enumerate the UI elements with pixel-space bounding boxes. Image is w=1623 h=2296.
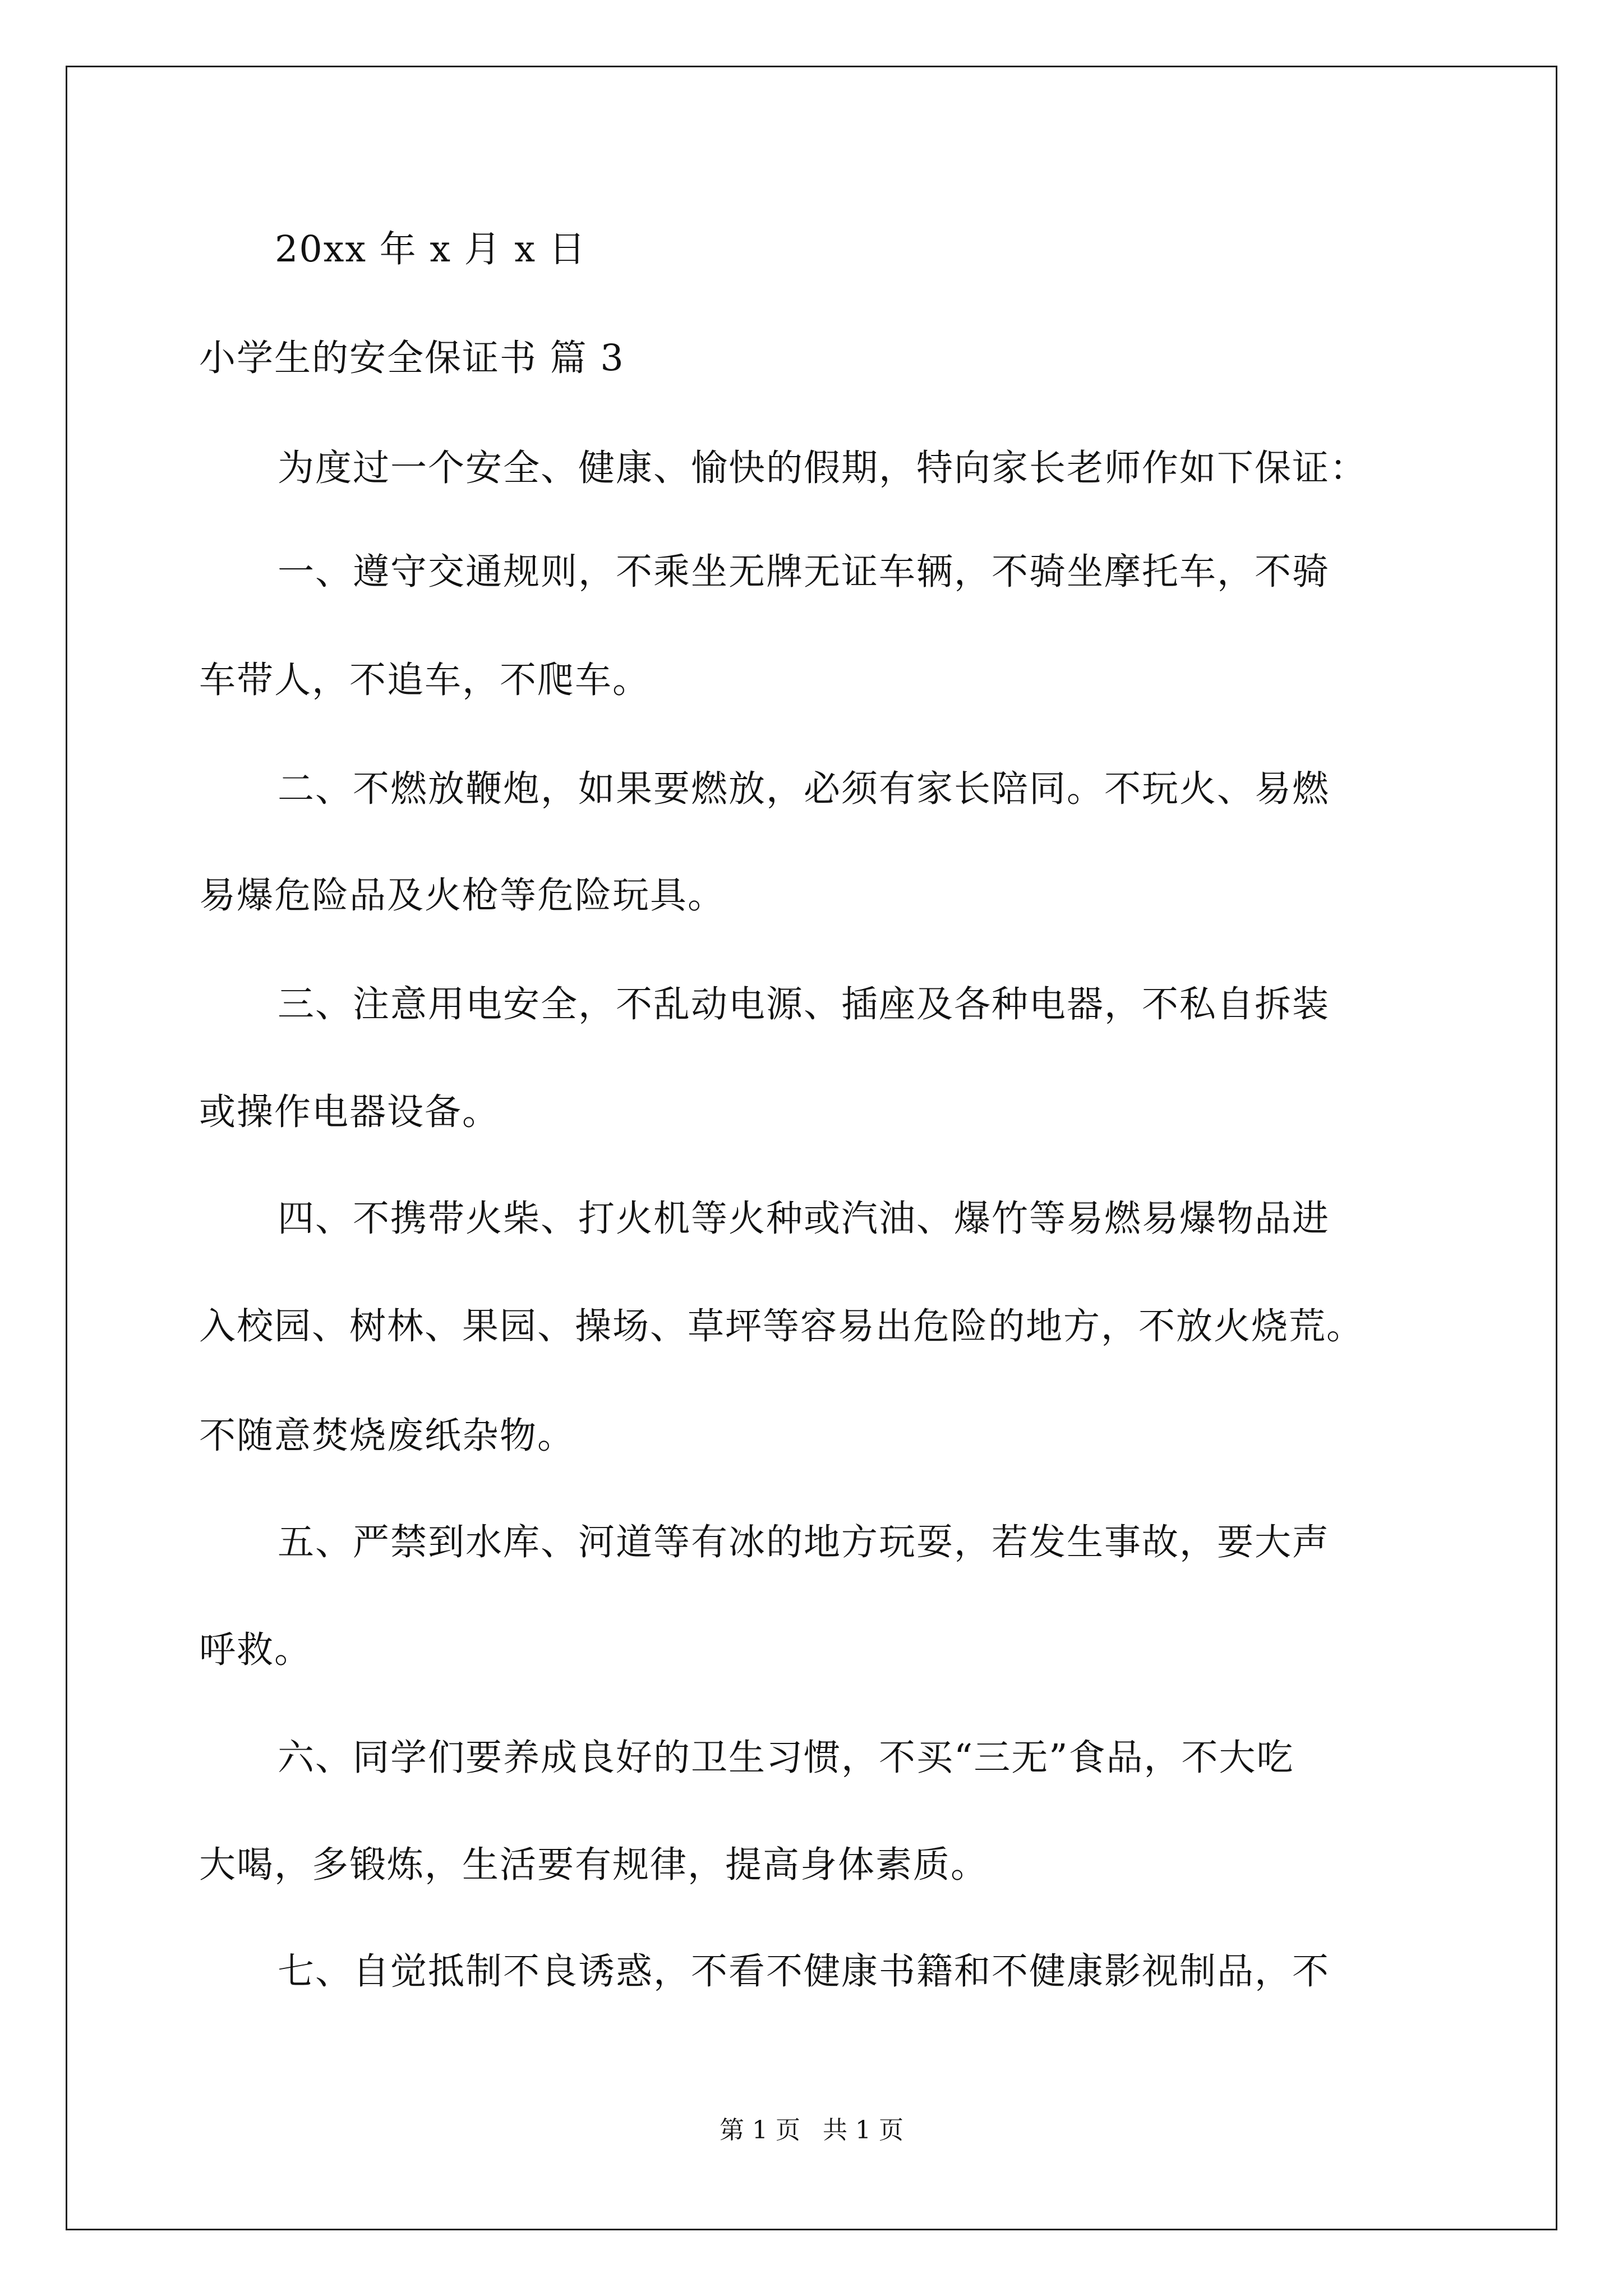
item-2-line-1: 二、不燃放鞭炮，如果要燃放，必须有家长陪同。不玩火、易燃 (278, 768, 1330, 810)
item-6-line-1: 六、同学们要养成良好的卫生习惯，不买“三无”食品，不大吃 (278, 1737, 1294, 1779)
item-7-line-1: 七、自觉抵制不良诱惑，不看不健康书籍和不健康影视制品，不 (278, 1950, 1330, 1993)
section-title: 小学生的安全保证书 篇 3 (199, 337, 625, 379)
item-5-line-1: 五、严禁到水库、河道等有冰的地方玩耍，若发生事故，要大声 (278, 1521, 1330, 1563)
item-3-line-1: 三、注意用电安全，不乱动电源、插座及各种电器，不私自拆装 (278, 983, 1330, 1025)
page-total: 共 1 页 (823, 2116, 903, 2145)
item-1-line-2: 车带人，不追车，不爬车。 (199, 659, 651, 701)
item-2-line-2: 易爆危险品及火枪等危险玩具。 (199, 875, 726, 917)
item-4-line-3: 不随意焚烧废纸杂物。 (199, 1415, 575, 1457)
item-1-line-1: 一、遵守交通规则，不乘坐无牌无证车辆，不骑坐摩托车，不骑 (278, 551, 1330, 593)
page-border (66, 66, 1557, 2230)
date-line: 20xx 年 x 月 x 日 (275, 228, 587, 270)
item-4-line-2: 入校园、树林、果园、操场、草坪等容易出危险的地方，不放火烧荒。 (199, 1305, 1364, 1347)
intro-paragraph: 为度过一个安全、健康、愉快的假期，特向家长老师作如下保证： (278, 447, 1368, 489)
item-5-line-2: 呼救。 (199, 1629, 312, 1671)
item-4-line-1: 四、不携带火柴、打火机等火种或汽油、爆竹等易燃易爆物品进 (278, 1198, 1330, 1240)
page-number: 第 1 页 (720, 2116, 800, 2145)
item-3-line-2: 或操作电器设备。 (199, 1091, 500, 1133)
item-6-line-2: 大喝，多锻炼，生活要有规律，提高身体素质。 (199, 1844, 989, 1886)
page-footer (0, 2115, 1623, 2146)
